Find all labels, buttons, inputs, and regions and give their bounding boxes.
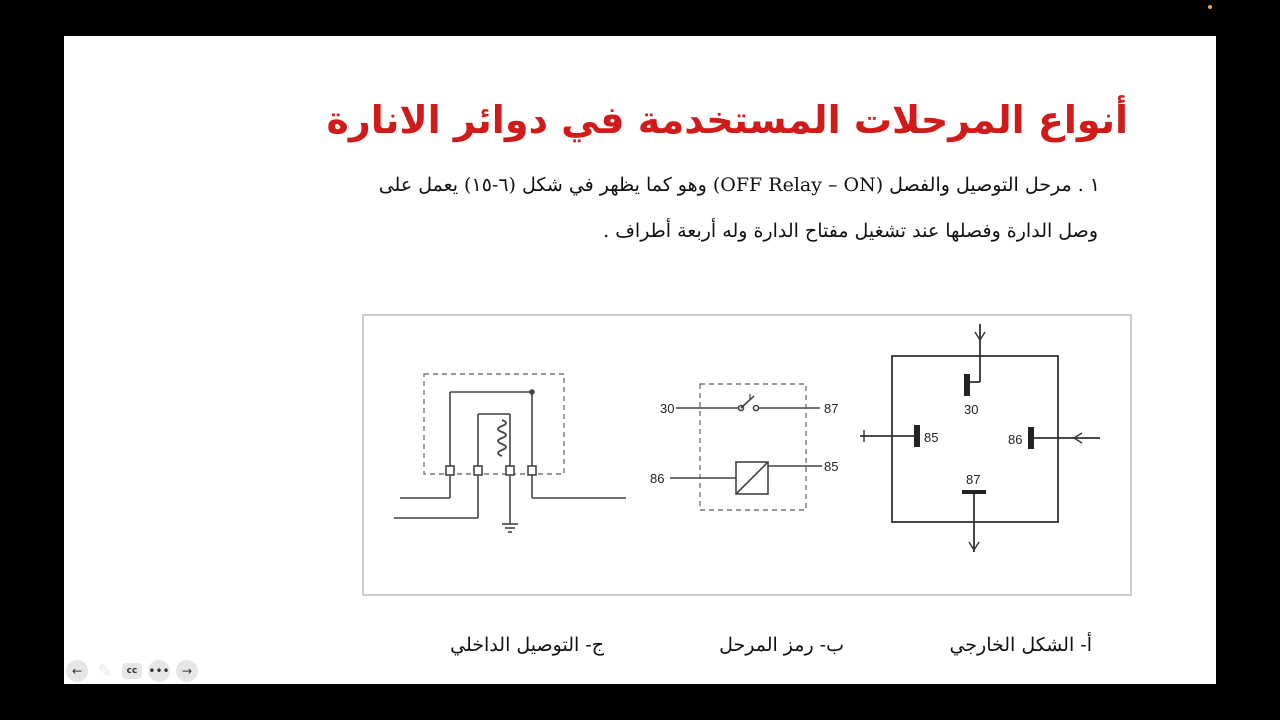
external-terminal-86: 86 bbox=[1008, 432, 1023, 447]
symbol-terminal-86: 86 bbox=[650, 471, 665, 486]
internal-connection-diagram bbox=[394, 374, 626, 532]
external-terminal-87: 87 bbox=[966, 472, 981, 487]
body-text-line-1: ١ . مرحل التوصيل والفصل (OFF Relay – ON) وهو كما يظهر في شكل (٦-١٥) يعمل على bbox=[378, 174, 1100, 196]
symbol-terminal-87: 87 bbox=[824, 401, 839, 416]
body-text-line-2: وصل الدارة وفصلها عند تشغيل مفتاح الدارة وله أربعة أطراف . bbox=[603, 220, 1098, 242]
symbol-terminal-85: 85 bbox=[824, 459, 839, 474]
pen-icon[interactable]: ✎ bbox=[97, 660, 113, 682]
external-terminal-85: 85 bbox=[924, 430, 939, 445]
relay-diagrams bbox=[364, 316, 1130, 594]
caption-external-shape: أ- الشكل الخارجي bbox=[949, 634, 1092, 656]
captions-icon[interactable]: cc bbox=[122, 663, 142, 679]
caption-internal-connection: ج- التوصيل الداخلي bbox=[450, 634, 604, 656]
relay-figure bbox=[362, 314, 1132, 596]
caption-relay-symbol: ب- رمز المرحل bbox=[719, 634, 844, 656]
relay-symbol-diagram bbox=[670, 384, 822, 510]
forward-icon[interactable]: → bbox=[176, 660, 198, 682]
external-terminal-30: 30 bbox=[964, 402, 979, 417]
slide bbox=[64, 36, 1216, 684]
back-icon[interactable]: ← bbox=[66, 660, 88, 682]
slide-title: أنواع المرحلات المستخدمة في دوائر الانارة bbox=[326, 98, 1128, 142]
status-dot bbox=[1208, 5, 1212, 9]
presentation-toolbar bbox=[66, 660, 198, 682]
relay-external-diagram bbox=[860, 324, 1100, 552]
symbol-terminal-30: 30 bbox=[660, 401, 675, 416]
more-icon[interactable]: ••• bbox=[148, 660, 170, 682]
